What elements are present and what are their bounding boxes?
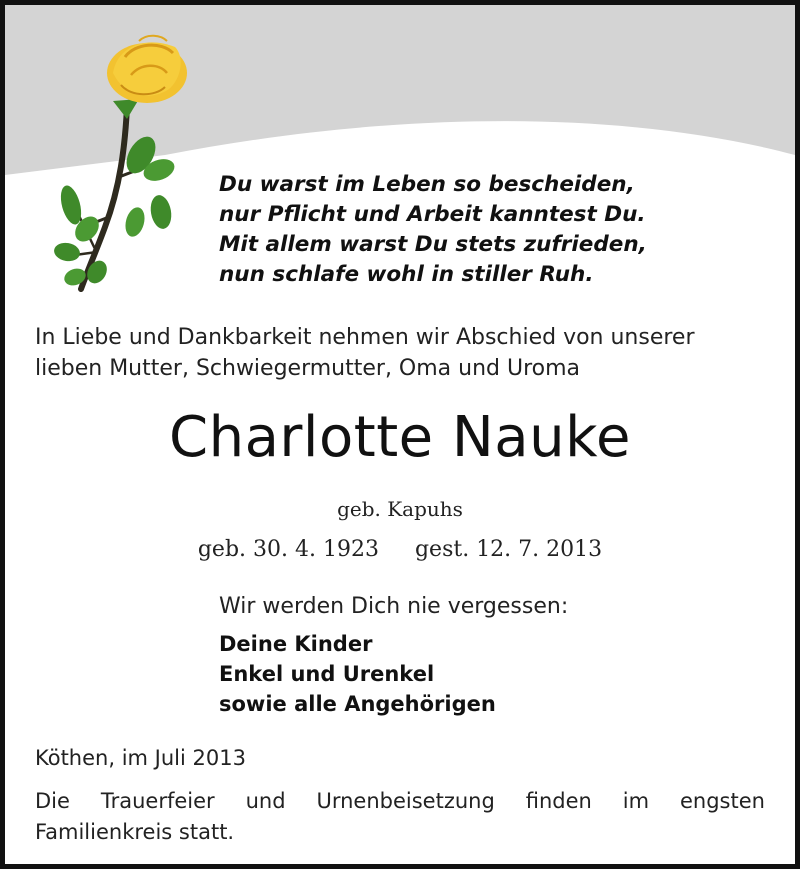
notice-word: Trauerfeier	[100, 789, 215, 813]
notice-word: und	[245, 789, 286, 813]
notice-word: im	[622, 789, 650, 813]
notice-word: Die	[35, 789, 70, 813]
farewell-intro	[35, 322, 775, 384]
verse-line: nur Pflicht und Arbeit kanntest Du.	[219, 202, 646, 227]
signer-line: sowie alle Angehörigen	[219, 692, 496, 716]
notice-line: Familienkreis statt.	[35, 820, 235, 844]
intro-line: lieben Mutter, Schwiegermutter, Oma und Uroma	[35, 356, 581, 381]
birth-date: geb. 30. 4. 1923	[197, 537, 379, 562]
notice-word: finden	[525, 789, 592, 813]
closing-line: Wir werden Dich nie vergessen:	[219, 594, 569, 619]
place-and-date: Köthen, im Juli 2013	[35, 746, 246, 770]
signer-line: Enkel und Urenkel	[219, 662, 435, 686]
memorial-verse	[219, 170, 647, 290]
maiden-name: geb. Kapuhs	[337, 497, 463, 521]
verse-line: nun schlafe wohl in stiller Ruh.	[219, 262, 594, 287]
yellow-rose-icon	[35, 27, 195, 297]
intro-line: In Liebe und Dankbarkeit nehmen wir Abschied von unserer	[35, 325, 695, 350]
funeral-notice	[35, 786, 765, 848]
verse-line: Mit allem warst Du stets zufrieden,	[219, 232, 647, 257]
deceased-name: Charlotte Nauke	[168, 405, 631, 470]
verse-line: Du warst im Leben so bescheiden,	[219, 172, 635, 197]
death-date: gest. 12. 7. 2013	[414, 537, 603, 562]
notice-line	[35, 786, 765, 817]
life-dates	[5, 535, 795, 565]
signer-line: Deine Kinder	[219, 632, 373, 656]
notice-word: engsten	[679, 789, 765, 813]
notice-word: Urnenbeisetzung	[316, 789, 495, 813]
signers-block	[219, 629, 496, 719]
